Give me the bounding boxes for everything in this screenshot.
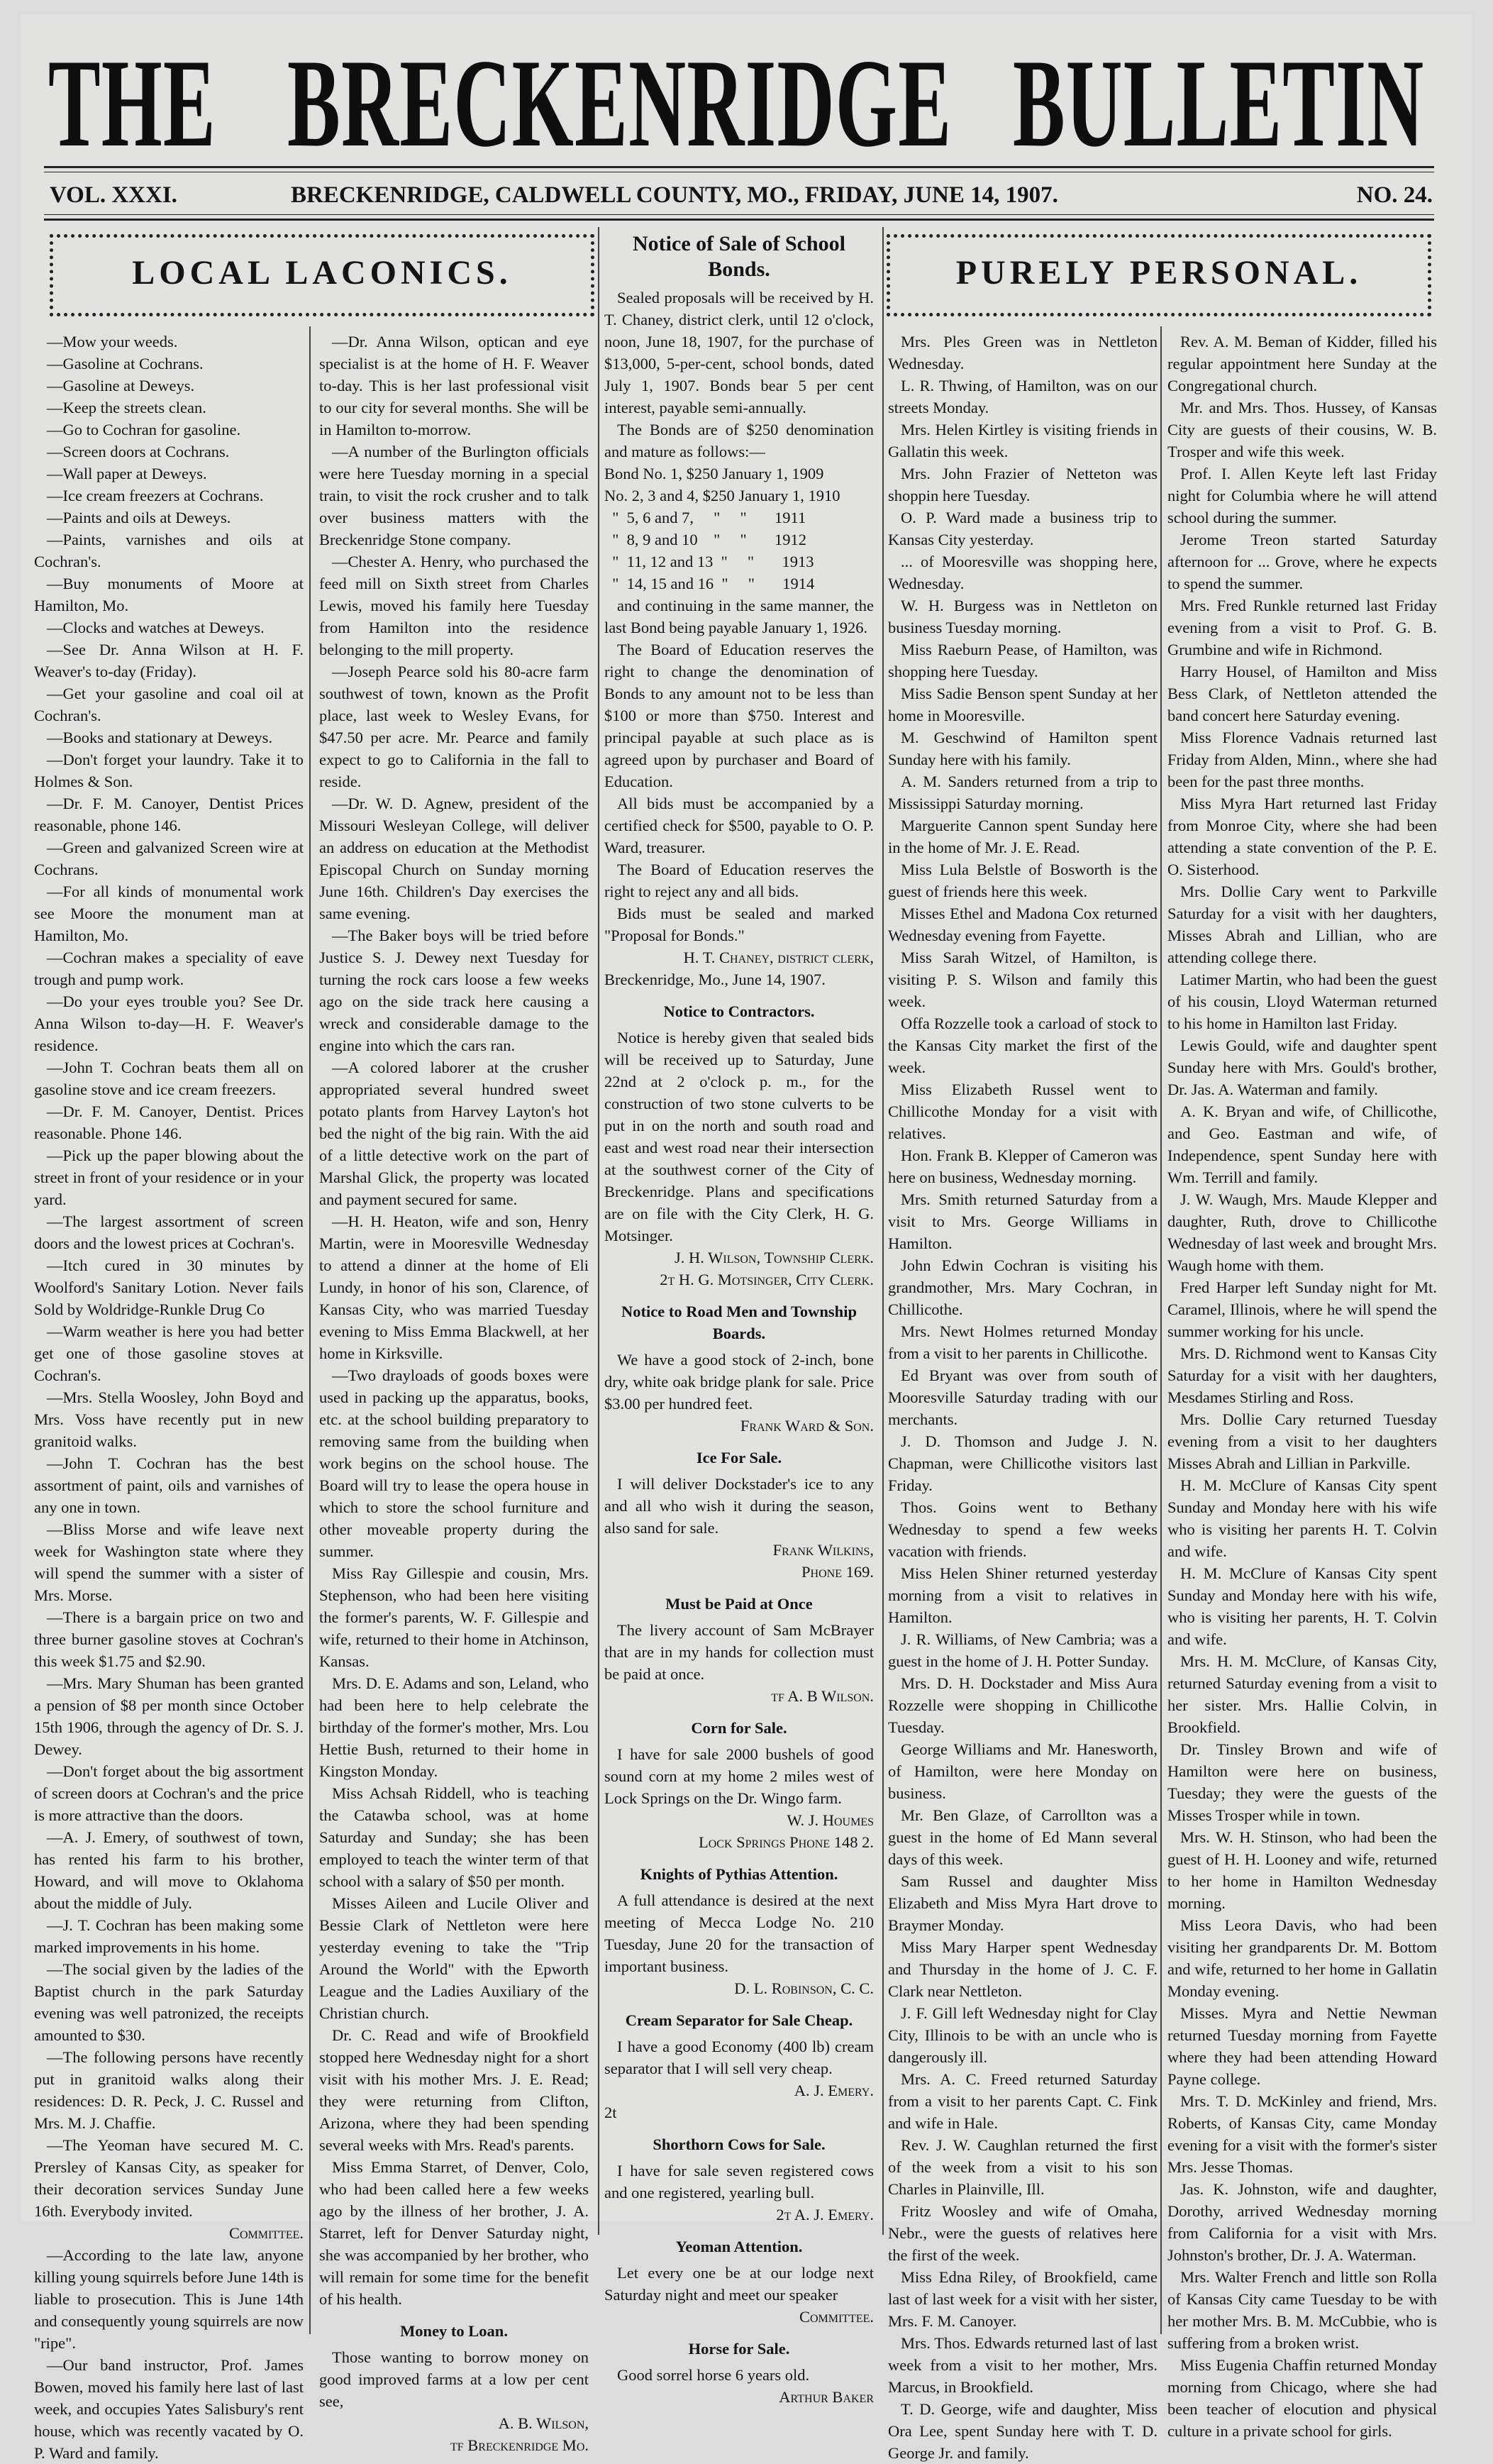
issue-number: NO. 24. <box>1356 182 1433 208</box>
news-item: Miss Florence Vadnais returned last Friday from Alden, Minn., where she had been for the past three months. <box>1167 729 1437 790</box>
news-item: The Board of Education reserves the right to change the denomination of Bonds to any amount not to be less than $100 or more than $750. Interest and principal payable at such place as is agreed upon by purchaser and Board of Education. <box>604 641 874 790</box>
news-item: Hon. Frank B. Klepper of Cameron was here on business, Wednesday morning. <box>888 1147 1158 1186</box>
news-item: Jas. K. Johnston, wife and daughter, Dorothy, arrived Wednesday morning from California for a visit with Mrs. Johnston's brother, Dr. J. A. Waterman. <box>1167 2180 1437 2264</box>
news-item: Mrs. John Frazier of Netteton was shoppin here Tuesday. <box>888 465 1158 504</box>
news-item: T. D. George, wife and daughter, Miss Ora Lee, spent Sunday here with T. D. George Jr. and family. <box>888 2400 1158 2462</box>
dateline-rule <box>44 214 1434 215</box>
signature: W. J. Houmes <box>787 1811 874 1829</box>
signature: H. T. Chaney, district clerk, <box>683 949 874 966</box>
masthead-rule <box>44 166 1434 168</box>
news-item: The Board of Education reserves the right to reject any and all bids. <box>604 861 874 900</box>
news-item: —Ice cream freezers at Cochrans. <box>47 487 264 504</box>
news-item: —According to the late law, anyone killing young squirrels before June 14th is liable to prosecution. This is June 14th and consequently young squirrels are now "ripe". <box>34 2246 304 2352</box>
news-item: —John T. Cochran beats them all on gasoline stove and ice cream freezers. <box>34 1059 304 1098</box>
news-item: —A colored laborer at the crusher appropriated several hundred sweet potato plants from Harvey Layton's hot bed the night of the big rain. With the aid of a little detective work on the part of Marshal Glick, the property was located and payment secured for same. <box>319 1059 589 1208</box>
signature: 2t A. J. Emery. <box>776 2206 874 2223</box>
news-item: Mr. and Mrs. Thos. Hussey, of Kansas City are guests of their cousins, W. B. Trosper and wife this week. <box>1167 399 1437 460</box>
column-personal-2 <box>1167 331 1437 2442</box>
news-item: —Dr. F. M. Canoyer, Dentist. Prices reasonable. Phone 146. <box>34 1103 304 1142</box>
news-item: Notice is hereby given that sealed bids will be received up to Saturday, June 22nd at 2 o'clock p. m., for the construction of two stone culverts to be put in on the north and south road and east and west road near their intersection at the southwest corner of the City of Breckenridge. Plans and specifications are on file with the City Clerk, H. G. Motsinger. <box>604 1029 874 1244</box>
news-item: Mrs. D. Richmond went to Kansas City Saturday for a visit with her daughters, Mesdames Stirling and Ross. <box>1167 1344 1437 1406</box>
news-item: —Cochran makes a speciality of eave trough and pump work. <box>34 949 304 988</box>
news-item: —For all kinds of monumental work see Moore the monument man at Hamilton, Mo. <box>34 883 304 944</box>
news-item: —Paints, varnishes and oils at Cochran's. <box>34 531 304 570</box>
news-item: —A number of the Burlington officials were here Tuesday morning in a special train, to visit the rock crusher and to talk over business matters with the Breckenridge Stone company. <box>319 443 589 548</box>
bond-schedule-row: " 14, 15 and 16 " " 1914 <box>604 575 815 592</box>
news-item: All bids must be accompanied by a certified check for $500, payable to O. P. Ward, treasurer. <box>604 795 874 856</box>
bond-schedule-row: " 11, 12 and 13 " " 1913 <box>604 553 814 570</box>
bond-schedule-row: " 5, 6 and 7, " " 1911 <box>604 509 806 526</box>
signature: Frank Ward & Son. <box>740 1417 874 1435</box>
news-item: Latimer Martin, who had been the guest of his cousin, Lloyd Waterman returned to his home in Hamilton last Friday. <box>1167 971 1437 1032</box>
news-item: Misses. Myra and Nettie Newman returned Tuesday morning from Fayette where they had been attending Howard Payne college. <box>1167 2004 1437 2088</box>
news-item: Those wanting to borrow money on good improved farms at a low per cent see, <box>319 2348 589 2410</box>
news-item: —The Yeoman have secured M. C. Prersley of Kansas City, as speaker for their decoration services Sunday June 16th. Everybody invited. <box>34 2136 304 2220</box>
news-item: —Screen doors at Cochrans. <box>47 443 230 460</box>
news-item: Dr. C. Read and wife of Brookfield stopped here Wednesday night for a short visit with his mother Mrs. J. E. Read; they were returning from Clifton, Arizona, where they had been spending several weeks with Mrs. Read's parents. <box>319 2026 589 2154</box>
notice-heading: Knights of Pythias Attention. <box>640 1865 838 1883</box>
signature: tf A. B Wilson. <box>771 1687 874 1705</box>
news-item: —Dr. Anna Wilson, optican and eye specialist is at the home of H. F. Weaver to-day. This is her last professional visit to our city for several months. She will be in Hamilton to-morrow. <box>319 333 589 438</box>
news-item: —Gasoline at Deweys. <box>47 377 195 394</box>
dateline-rule <box>44 219 1434 221</box>
notice-heading: Cream Separator for Sale Cheap. <box>625 2011 853 2029</box>
column-local-1 <box>34 331 304 2464</box>
news-item: Dr. Tinsley Brown and wife of Hamilton were here on business, Tuesday; they were the guests of the Misses Trosper while in town. <box>1167 1740 1437 1824</box>
notice-heading: Notice to Road Men and Township Boards. <box>621 1303 857 1342</box>
column-rule <box>1160 326 1162 2334</box>
signature: tf Breckenridge Mo. <box>450 2436 589 2454</box>
news-item: —Get your gasoline and coal oil at Cochran's. <box>34 685 304 724</box>
news-item: A full attendance is desired at the next meeting of Mecca Lodge No. 210 Tuesday, June 20 for the transaction of important business. <box>604 1891 874 1975</box>
news-item: —The following persons have recently put in granitoid walks along their residences: D. R. Peck, J. C. Russel and Mrs. M. J. Chaffie. <box>34 2048 304 2132</box>
news-item: J. W. Waugh, Mrs. Maude Klepper and daughter, Ruth, drove to Chillicothe Wednesday of last week and brought Mrs. Waugh home with them. <box>1167 1190 1437 1274</box>
news-item: —Dr. W. D. Agnew, president of the Missouri Wesleyan College, will deliver an address on education at the Methodist Episcopal Church on Sunday morning June 16th. Children's Day exercises the same evening. <box>319 795 589 922</box>
news-item: and continuing in the same manner, the last Bond being payable January 1, 1926. <box>604 597 874 636</box>
notice-heading: Horse for Sale. <box>688 2340 790 2358</box>
news-item: —Green and galvanized Screen wire at Cochrans. <box>34 839 304 878</box>
news-item: Miss Myra Hart returned last Friday from Monroe City, where she had been attending a state convention of the P. E. O. Sisterhood. <box>1167 795 1437 878</box>
bond-schedule-row: No. 2, 3 and 4, $250 January 1, 1910 <box>604 487 840 504</box>
news-item: The livery account of Sam McBrayer that are in my hands for collection must be paid at once. <box>604 1621 874 1683</box>
news-item: J. F. Gill left Wednesday night for Clay City, Illinois to be with an uncle who is dangerously ill. <box>888 2004 1158 2066</box>
news-item: Mrs. W. H. Stinson, who had been the guest of H. H. Looney and wife, returned to her home in Hamilton Wednesday morning. <box>1167 1828 1437 1912</box>
volume-number: VOL. XXXI. <box>50 182 177 208</box>
news-item: —H. H. Heaton, wife and son, Henry Martin, were in Mooresville Wednesday to attend a dinner at the home of Eli Lundy, in honor of his son, Clarence, of Kansas City, who was married Tuesday evening to Miss Emma Blackwell, at her home in Kirksville. <box>319 1212 589 1362</box>
news-item: Mrs. Fred Runkle returned last Friday evening from a visit to Prof. G. B. Grumbine and wife in Richmond. <box>1167 597 1437 658</box>
news-item: Mrs. H. M. McClure, of Kansas City, returned Saturday evening from a visit to her sister. Mrs. Hallie Colvin, in Brookfield. <box>1167 1652 1437 1736</box>
news-item: Mrs. Newt Holmes returned Monday from a visit to her parents in Chillicothe. <box>888 1322 1158 1362</box>
news-item: J. R. Williams, of New Cambria; was a guest in the home of J. H. Potter Sunday. <box>888 1630 1158 1670</box>
news-item: —Bliss Morse and wife leave next week for Washington state where they will spend the summer with a sister of Mrs. Morse. <box>34 1520 304 1604</box>
news-item: I have a good Economy (400 lb) cream separator that I will sell very cheap. <box>604 2038 874 2077</box>
notice-heading: Notice of Sale of School Bonds. <box>633 232 845 281</box>
dateline: BRECKENRIDGE, CALDWELL COUNTY, MO., FRIDAY, JUNE 14, 1907. <box>291 182 1058 208</box>
signature: J. H. Wilson, Township Clerk. <box>675 1249 874 1266</box>
notice-heading: Corn for Sale. <box>691 1719 787 1737</box>
volume-line <box>50 179 1433 211</box>
news-item: Miss Edna Riley, of Brookfield, came last of last week for a visit with her sister, Mrs. F. M. Canoyer. <box>888 2268 1158 2330</box>
news-item: Miss Achsah Riddell, who is teaching the Catawba school, was at home Saturday and Sunday; she has been employed to teach the winter term of that school with a salary of $50 per month. <box>319 1784 589 1890</box>
news-item: Offa Rozzelle took a carload of stock to the Kansas City market the first of the week. <box>888 1015 1158 1076</box>
news-item: —Keep the streets clean. <box>47 399 206 416</box>
signature: A. B. Wilson, <box>498 2414 589 2432</box>
news-item: A. M. Sanders returned from a trip to Mississippi Saturday morning. <box>888 773 1158 812</box>
column-rule <box>598 227 599 2235</box>
notice-heading: Notice to Contractors. <box>663 1002 815 1020</box>
news-item: J. D. Thomson and Judge J. N. Chapman, were Chillicothe visitors last Friday. <box>888 1432 1158 1494</box>
news-item: Sam Russel and daughter Miss Elizabeth and Miss Myra Hart drove to Braymer Monday. <box>888 1872 1158 1934</box>
news-item: —Mrs. Mary Shuman has been granted a pension of $8 per month since October 15th 1906, through the agency of Dr. S. J. Dewey. <box>34 1674 304 1758</box>
news-item: Miss Raeburn Pease, of Hamilton, was shopping here Tuesday. <box>888 641 1158 680</box>
news-item: Mr. Ben Glaze, of Carrollton was a guest in the home of Ed Mann several days of this week. <box>888 1806 1158 1868</box>
masthead-word: BRECKENRIDGE <box>287 33 953 173</box>
news-item: Miss Sarah Witzel, of Hamilton, is visiting P. S. Wilson and family this week. <box>888 949 1158 1010</box>
news-item: Mrs. Dollie Cary returned Tuesday evening from a visit to her daughters Misses Abrah and Lillian in Parkville. <box>1167 1410 1437 1472</box>
news-item: —Buy monuments of Moore at Hamilton, Mo. <box>34 575 304 614</box>
news-item: O. P. Ward made a business trip to Kansas City yesterday. <box>888 509 1158 548</box>
news-item: —Don't forget about the big assortment of screen doors at Cochran's and the price is more attractive than the doors. <box>34 1762 304 1824</box>
news-item: —A. J. Emery, of southwest of town, has rented his farm to his brother, Howard, and will move to Oklahoma about the middle of July. <box>34 1828 304 1912</box>
news-item: H. M. McClure of Kansas City spent Sunday and Monday here with his wife, who is visiting her parents, H. T. Colvin and wife. <box>1167 1564 1437 1648</box>
signature: D. L. Robinson, C. C. <box>734 1979 874 1997</box>
notice-heading: Must be Paid at Once <box>665 1595 813 1613</box>
news-item: Miss Ray Gillespie and cousin, Mrs. Stephenson, who had been here visiting the former's parents, W. F. Gillespie and wife, returned to their home in Atchinson, Kansas. <box>319 1564 589 1670</box>
news-item: Rev. A. M. Beman of Kidder, filled his regular appointment here Sunday at the Congregational church. <box>1167 333 1437 394</box>
news-item: —Go to Cochran for gasoline. <box>47 421 241 438</box>
signature: Phone 169. <box>801 1563 874 1581</box>
masthead-word: THE <box>48 33 216 173</box>
news-item: Miss Emma Starret, of Denver, Colo, who had been called here a few weeks ago by the illness of her brother, J. A. Starret, left for Denver Saturday night, she was accompanied by her brother, who will remain for some time for the benefit of his health. <box>319 2158 589 2308</box>
bond-schedule-row: " 8, 9 and 10 " " 1912 <box>604 531 807 548</box>
news-item: Mrs. D. H. Dockstader and Miss Aura Rozzelle were shopping in Chillicothe Tuesday. <box>888 1674 1158 1736</box>
bond-schedule-row: Bond No. 1, $250 January 1, 1909 <box>604 465 824 482</box>
news-item: Mrs. T. D. McKinley and friend, Mrs. Roberts, of Kansas City, came Monday evening for a visit with the former's sister Mrs. Jesse Thomas. <box>1167 2092 1437 2176</box>
news-item: —The largest assortment of screen doors and the lowest prices at Cochran's. <box>34 1212 304 1252</box>
notice-heading: Shorthorn Cows for Sale. <box>653 2136 826 2153</box>
notice-heading: Ice For Sale. <box>696 1449 782 1466</box>
signature: Committee. <box>228 2224 304 2242</box>
news-item: George Williams and Mr. Hanesworth, of Hamilton, were here Monday on business. <box>888 1740 1158 1802</box>
news-item: —Clocks and watches at Deweys. <box>47 619 265 636</box>
news-item: Misses Ethel and Madona Cox returned Wednesday evening from Fayette. <box>888 905 1158 944</box>
news-item: Prof. I. Allen Keyte left last Friday night for Columbia where he will attend school during the summer. <box>1167 465 1437 526</box>
news-item: I have for sale 2000 bushels of good sound corn at my home 2 miles west of Lock Springs on the Dr. Wingo farm. <box>604 1745 874 1807</box>
news-item: Fred Harper left Sunday night for Mt. Caramel, Illinois, where he will spend the summer working for his uncle. <box>1167 1278 1437 1340</box>
news-item: Mrs. A. C. Freed returned Saturday from a visit to her parents Capt. C. Fink and wife in Hale. <box>888 2070 1158 2132</box>
notice-heading: Yeoman Attention. <box>675 2238 803 2255</box>
news-item: —Wall paper at Deweys. <box>47 465 207 482</box>
news-item: —John T. Cochran has the best assortment of paint, oils and varnishes of any one in town. <box>34 1454 304 1516</box>
news-item: A. K. Bryan and wife, of Chillicothe, and Geo. Eastman and wife, of Independence, spent Sunday here with Wm. Terrill and family. <box>1167 1103 1437 1186</box>
news-item: Harry Housel, of Hamilton and Miss Bess Clark, of Nettleton attended the band concert here Saturday evening. <box>1167 663 1437 724</box>
column-local-2 <box>319 331 589 2456</box>
news-item: M. Geschwind of Hamilton spent Sunday here with his family. <box>888 729 1158 768</box>
news-item: Misses Aileen and Lucile Oliver and Bessie Clark of Nettleton were here yesterday evening to take the "Trip Around the World" with the Epworth League and the Ladies Auxiliary of the Christian church. <box>319 1894 589 2022</box>
news-item: Miss Helen Shiner returned yesterday morning from a visit to relatives in Hamilton. <box>888 1564 1158 1626</box>
signature: Lock Springs Phone 148 2. <box>698 1833 874 1851</box>
news-item: —Itch cured in 30 minutes by Woolford's Sanitary Lotion. Never fails Sold by Woldridge-Runkle Drug Co <box>34 1256 304 1318</box>
signature: Frank Wilkins, <box>772 1541 874 1559</box>
news-item: —The social given by the ladies of the Baptist church in the park Saturday evening was well patronized, the receipts amounted to $30. <box>34 1960 304 2044</box>
news-item: —Two drayloads of goods boxes were used in packing up the apparatus, books, etc. at the school building preparatory to removing same from the building when work begins on the school house. The Board will try to lease the opera house in which to store the school furniture and other moveable property during the summer. <box>319 1366 589 1560</box>
signature: 2t H. G. Motsinger, City Clerk. <box>660 1271 874 1288</box>
news-item: Miss Leora Davis, who had been visiting her grandparents Dr. M. Bottom and wife, returned to her home in Gallatin Monday evening. <box>1167 1916 1437 2000</box>
news-item: —Warm weather is here you had better get one of those gasoline stoves at Cochran's. <box>34 1322 304 1384</box>
news-item: —Chester A. Henry, who purchased the feed mill on Sixth street from Charles Lewis, moved his family here Tuesday from Hamilton into the residence belonging to the mill property. <box>319 553 589 658</box>
news-item: —Mow your weeds. <box>47 333 178 350</box>
news-item: —The Baker boys will be tried before Justice S. J. Dewey next Tuesday for turning the rock cars loose a few weeks ago on the side track here causing a wreck and considerable damage to the engine into which the cars ran. <box>319 927 589 1054</box>
news-item: We have a good stock of 2-inch, bone dry, white oak bridge plank for sale. Price $3.00 per hundred feet. <box>604 1351 874 1413</box>
news-item: —Gasoline at Cochrans. <box>47 355 204 372</box>
notice-heading: Money to Loan. <box>400 2322 508 2340</box>
column-rule <box>309 326 311 2334</box>
news-item: Miss Eugenia Chaffin returned Monday morning from Chicago, where she had been teacher of elocution and physical culture in a private school for girls. <box>1167 2356 1437 2440</box>
news-item: Mrs. Dollie Cary went to Parkville Saturday for a visit with her daughters, Misses Abrah and Lillian, who are attending college there. <box>1167 883 1437 966</box>
news-item: Jerome Treon started Saturday afternoon for ... Grove, where he expects to spend the summer. <box>1167 531 1437 592</box>
news-item: I have for sale seven registered cows and one registered, yearling bull. <box>604 2162 874 2201</box>
section-header-local-laconics: LOCAL LACONICS. <box>50 234 594 316</box>
news-item: —Paints and oils at Deweys. <box>47 509 231 526</box>
news-item: —Books and stationary at Deweys. <box>47 729 273 746</box>
news-item: —Pick up the paper blowing about the street in front of your residence or in your yard. <box>34 1147 304 1208</box>
section-header-purely-personal: PURELY PERSONAL. <box>887 234 1431 316</box>
news-item: Lewis Gould, wife and daughter spent Sunday here with Mrs. Gould's brother, Dr. Jas. A. Waterman and family. <box>1167 1037 1437 1098</box>
news-item: Let every one be at our lodge next Saturday night and meet our speaker <box>604 2264 874 2304</box>
signature: Arthur Baker <box>779 2388 874 2406</box>
news-item: Miss Mary Harper spent Wednesday and Thursday in the home of J. C. F. Clark near Nettleton. <box>888 1938 1158 2000</box>
news-item: Fritz Woosley and wife of Omaha, Nebr., were the guests of relatives here the first of the week. <box>888 2202 1158 2264</box>
news-item: Miss Elizabeth Russel went to Chillicothe Monday for a visit with relatives. <box>888 1081 1158 1142</box>
news-item: Miss Lula Belstle of Bosworth is the guest of friends here this week. <box>888 861 1158 900</box>
news-item: Miss Sadie Benson spent Sunday at her home in Mooresville. <box>888 685 1158 724</box>
news-item: H. M. McClure of Kansas City spent Sunday and Monday here with his wife who is visiting her parents H. T. Colvin and wife. <box>1167 1476 1437 1560</box>
news-item: Mrs. Ples Green was in Nettleton Wednesday. <box>888 333 1158 372</box>
signature: Committee. <box>799 2308 874 2326</box>
news-item: L. R. Thwing, of Hamilton, was on our streets Monday. <box>888 377 1158 416</box>
news-item: The Bonds are of $250 denomination and mature as follows:— <box>604 421 874 460</box>
news-item: —Dr. F. M. Canoyer, Dentist Prices reasonable, phone 146. <box>34 795 304 834</box>
news-item: Mrs. Thos. Edwards returned last of last week from a visit to her mother, Mrs. Marcus, in Brookfield. <box>888 2334 1158 2396</box>
news-item: Marguerite Cannon spent Sunday here in the home of Mr. J. E. Read. <box>888 817 1158 856</box>
news-item: —Mrs. Stella Woosley, John Boyd and Mrs. Voss have recently put in new granitoid walks. <box>34 1388 304 1450</box>
masthead <box>0 33 1493 173</box>
column-personal-1 <box>888 331 1158 2464</box>
masthead-word: BULLETIN <box>1013 33 1425 173</box>
column-rule <box>882 227 884 2235</box>
news-item: ... of Mooresville was shopping here, Wednesday. <box>888 553 1158 592</box>
news-item: Mrs. D. E. Adams and son, Leland, who had been here to help celebrate the birthday of the former's mother, Mrs. Lou Hettie Bush, returned to their home in Kingston Monday. <box>319 1674 589 1780</box>
news-item: Good sorrel horse 6 years old. <box>617 2366 810 2384</box>
news-item: —There is a bargain price on two and three burner gasoline stoves at Cochran's this week $1.75 and $2.90. <box>34 1608 304 1670</box>
news-item: Rev. J. W. Caughlan returned the first of the week from a visit to his son Charles in Plainville, Ill. <box>888 2136 1158 2198</box>
news-item: —Our band instructor, Prof. James Bowen, moved his family here last of last week, and occupies Yates Salisbury's rent house, which was recently vacated by O. P. Ward and family. <box>34 2356 304 2462</box>
news-item: —J. T. Cochran has been making some marked improvements in his home. <box>34 1916 304 1956</box>
column-notices <box>604 231 874 2408</box>
news-item: Breckenridge, Mo., June 14, 1907. <box>604 971 826 988</box>
news-item: —Don't forget your laundry. Take it to Holmes & Son. <box>34 751 304 790</box>
news-item: 2t <box>604 2104 617 2121</box>
news-item: Bids must be sealed and marked "Proposal for Bonds." <box>604 905 874 944</box>
signature: A. J. Emery. <box>794 2082 874 2099</box>
news-item: Ed Bryant was over from south of Mooresville Saturday trading with our merchants. <box>888 1366 1158 1428</box>
news-item: Mrs. Helen Kirtley is visiting friends in Gallatin this week. <box>888 421 1158 460</box>
news-item: John Edwin Cochran is visiting his grandmother, Mrs. Mary Cochran, in Chillicothe. <box>888 1256 1158 1318</box>
news-item: —Do your eyes trouble you? See Dr. Anna Wilson to-day—H. F. Weaver's residence. <box>34 993 304 1054</box>
news-item: Mrs. Smith returned Saturday from a visit to Mrs. George Williams in Hamilton. <box>888 1190 1158 1252</box>
news-item: Thos. Goins went to Bethany Wednesday to spend a few weeks vacation with friends. <box>888 1498 1158 1560</box>
news-item: W. H. Burgess was in Nettleton on business Tuesday morning. <box>888 597 1158 636</box>
news-item: —Joseph Pearce sold his 80-acre farm southwest of town, known as the Profit place, last week to Wesley Evans, for $47.50 per acre. Mr. Pearce and family expect to go to California in the fall to reside. <box>319 663 589 790</box>
news-item: Mrs. Walter French and little son Rolla of Kansas City came Tuesday to be with her mother Mrs. B. M. McCubbie, who is suffering from a broken wrist. <box>1167 2268 1437 2352</box>
news-item: —See Dr. Anna Wilson at H. F. Weaver's to-day (Friday). <box>34 641 304 680</box>
news-item: I will deliver Dockstader's ice to any and all who wish it during the season, also sand for sale. <box>604 1475 874 1537</box>
news-item: Sealed proposals will be received by H. T. Chaney, district clerk, until 12 o'clock, noon, June 18, 1907, for the purchase of $13,000, 5-per-cent, school bonds, dated July 1, 1907. Bonds bear 5 per cent interest, payable semi-annually. <box>604 289 874 416</box>
